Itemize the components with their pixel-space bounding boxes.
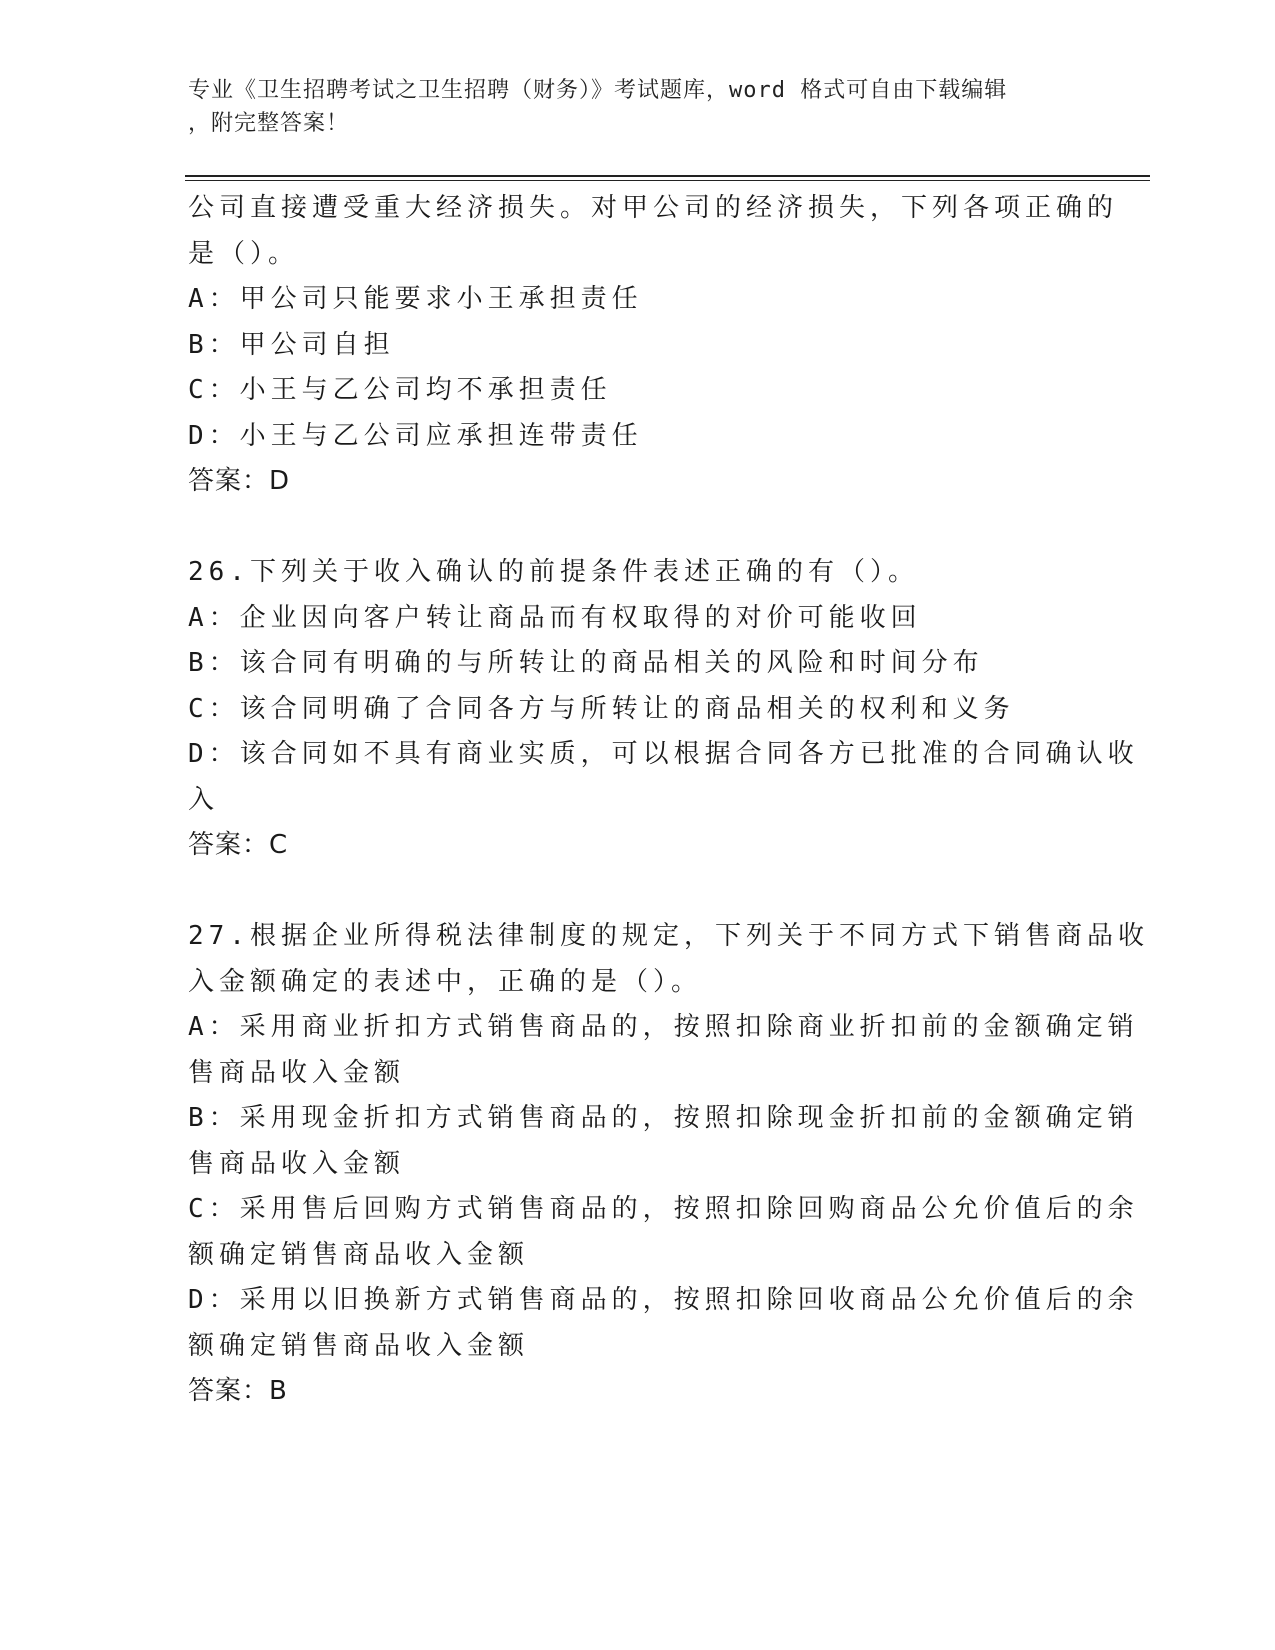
spacer	[188, 505, 1088, 551]
option-b: B：甲公司自担	[188, 329, 395, 360]
option-d: D：该合同如不具有商业实质，可以根据合同各方已批准的合同确认收	[188, 739, 1139, 769]
page-header	[188, 74, 1068, 140]
question-stem: 26.下列关于收入确认的前提条件表述正确的有（）。	[188, 557, 919, 587]
header-line-1: 专业《卫生招聘考试之卫生招聘（财务）》考试题库，word 格式可自由下载编辑	[188, 78, 1008, 103]
answer: 答案：B	[188, 1376, 288, 1406]
option-d: D：采用以旧换新方式销售商品的，按照扣除回收商品公允价值后的余	[188, 1285, 1139, 1315]
option-c: C：该合同明确了合同各方与所转让的商品相关的权利和义务	[188, 693, 1015, 724]
option-c: C：小王与乙公司均不承担责任	[188, 375, 612, 405]
option-b: B：采用现金折扣方式销售商品的，按照扣除现金折扣前的金额确定销	[188, 1103, 1139, 1133]
option-a: A：企业因向客户转让商品而有权取得的对价可能收回	[188, 602, 922, 633]
question-25	[188, 186, 1119, 505]
option-c: C：采用售后回购方式销售商品的，按照扣除回购商品公允价值后的余	[188, 1194, 1139, 1224]
question-26	[188, 550, 1139, 869]
header-double-rule	[185, 175, 1150, 181]
answer: 答案：C	[188, 830, 289, 860]
spacer	[188, 869, 1088, 915]
option-a: A：甲公司只能要求小王承担责任	[188, 284, 643, 314]
option-b: B：该合同有明确的与所转让的商品相关的风险和时间分布	[188, 648, 984, 678]
question-27	[188, 914, 1149, 1415]
option-c-continued: 额确定销售商品收入金额	[188, 1239, 530, 1270]
answer: 答案：D	[188, 466, 291, 496]
header-line-2: ，附完整答案！	[188, 111, 350, 136]
question-content	[188, 186, 1149, 1415]
option-d-continued: 入	[188, 784, 220, 815]
option-d-continued: 额确定销售商品收入金额	[188, 1330, 530, 1361]
option-a: A：采用商业折扣方式销售商品的，按照扣除商业折扣前的金额确定销	[188, 1012, 1139, 1042]
option-b-continued: 售商品收入金额	[188, 1148, 406, 1179]
question-stem: 入金额确定的表述中，正确的是（）。	[188, 966, 703, 997]
question-stem: 公司直接遭受重大经济损失。对甲公司的经济损失，下列各项正确的	[188, 193, 1119, 223]
question-stem: 是（）。	[188, 238, 300, 269]
option-d: D：小王与乙公司应承担连带责任	[188, 420, 643, 451]
option-a-continued: 售商品收入金额	[188, 1057, 406, 1088]
question-stem: 27.根据企业所得税法律制度的规定，下列关于不同方式下销售商品收	[188, 921, 1149, 951]
